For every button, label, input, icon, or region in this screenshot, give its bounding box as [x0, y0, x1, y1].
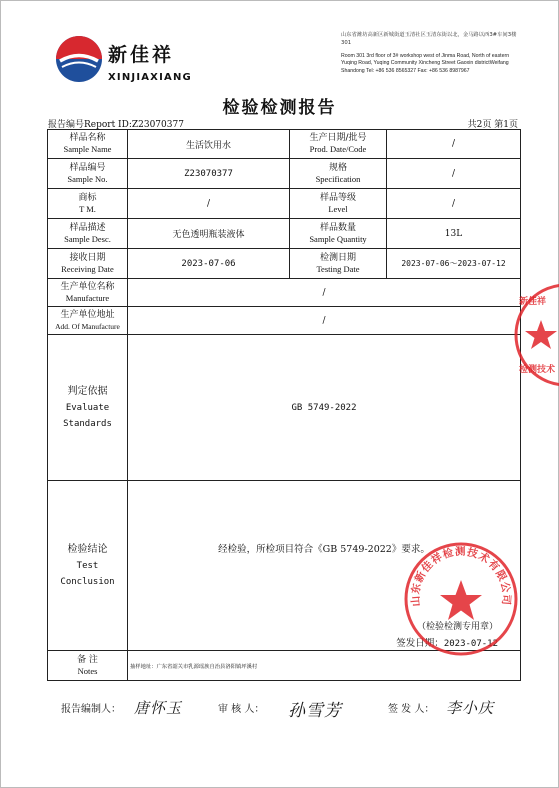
value-sample-no: Z23070377 — [128, 159, 290, 189]
value-standards: GB 5749-2022 — [128, 335, 521, 481]
table-row — [48, 249, 521, 279]
svg-text:检测技术: 检测技术 — [519, 365, 556, 375]
label-sample-name: 样品名称 Sample Name — [48, 130, 128, 159]
table-row — [48, 189, 521, 219]
value-testing-date: 2023-07-06～2023-07-12 — [387, 249, 521, 279]
label-level: 样品等级 Level — [290, 189, 387, 219]
label-sample-desc: 样品描述 Sample Desc. — [48, 219, 128, 249]
compiler-signature: 唐怀玉 — [134, 699, 183, 717]
table-row — [48, 219, 521, 249]
label-prod-date: 生产日期/批号 Prod. Date/Code — [290, 130, 387, 159]
brand-name-en: XINJIAXIANG — [108, 72, 192, 83]
value-level: / — [387, 189, 521, 219]
value-prod-date: / — [387, 130, 521, 159]
issuer-signature: 李小庆 — [446, 699, 495, 717]
brand-name-cn: 新佳祥 — [108, 44, 175, 66]
issue-date-label: 签发日期： — [396, 638, 444, 649]
value-sample-name: 生活饮用水 — [128, 130, 290, 159]
value-notes: 抽样地址：广东省韶关市乳源瑶族自治县洛阳镇坪溪村 — [128, 651, 521, 681]
label-conclusion: 检验结论 Test Conclusion — [48, 481, 128, 651]
label-specification: 规格 Specification — [290, 159, 387, 189]
issuer-label: 签 发 人： — [388, 704, 435, 715]
seam-seal-stamp — [511, 280, 559, 390]
value-receiving-date: 2023-07-06 — [128, 249, 290, 279]
table-row — [48, 335, 521, 481]
stamp-note: （检验检测专用章） — [416, 622, 498, 632]
label-quantity: 样品数量 Sample Quantity — [290, 219, 387, 249]
label-notes: 备 注 Notes — [48, 651, 128, 681]
page-count: 共2页 第1页 — [467, 120, 518, 130]
reviewer-label: 审 核 人： — [218, 704, 265, 715]
table-row — [48, 130, 521, 159]
value-manufacture-address: / — [128, 307, 521, 335]
value-specification: / — [387, 159, 521, 189]
label-standards: 判定依据 Evaluate Standards — [48, 335, 128, 481]
report-id: 报告编号Report ID:Z23070377 — [48, 120, 184, 130]
label-trademark: 商标 T M. — [48, 189, 128, 219]
company-logo — [54, 34, 104, 84]
address-en: Room 301 3rd floor of 3# workshop west of Jinma Road, North of eastern Yuqing Road, Yuqing Community Xincheng Street Gaoxin districtWeifang Shandong Tel: +86 536 8565327 Fax: +86 536 8987967 — [341, 53, 510, 74]
label-manufacture: 生产单位名称 Manufacture — [48, 279, 128, 307]
table-row — [48, 159, 521, 189]
label-testing-date: 检测日期 Testing Date — [290, 249, 387, 279]
compiler-label: 报告编制人： — [61, 704, 121, 715]
label-sample-no: 样品编号 Sample No. — [48, 159, 128, 189]
svg-text:山东新佳祥检测技术有限公司: 山东新佳祥检测技术有限公司 — [409, 545, 513, 607]
issue-date-value: 2023-07-12 — [443, 639, 498, 649]
svg-text:新佳祥: 新佳祥 — [519, 297, 547, 307]
value-trademark: / — [128, 189, 290, 219]
table-row — [48, 279, 521, 307]
reviewer-signature: 孙雪芳 — [288, 701, 342, 721]
report-title: 检验检测报告 — [222, 98, 337, 118]
value-quantity: 13L — [387, 219, 521, 249]
value-manufacture: / — [128, 279, 521, 307]
table-row — [48, 307, 521, 335]
label-receiving-date: 接收日期 Receiving Date — [48, 249, 128, 279]
address-cn: 山东省潍坊高新区新城街道玉清社区玉清东街以北，金马路以西3#车间3楼301 — [341, 32, 517, 46]
value-sample-desc: 无色透明瓶装液体 — [128, 219, 290, 249]
value-conclusion: 经检验，所检项目符合《GB 5749-2022》要求。 — [218, 544, 430, 555]
label-manufacture-address: 生产单位地址 Add. Of Manufacture — [48, 307, 128, 335]
official-seal-stamp — [402, 540, 520, 658]
